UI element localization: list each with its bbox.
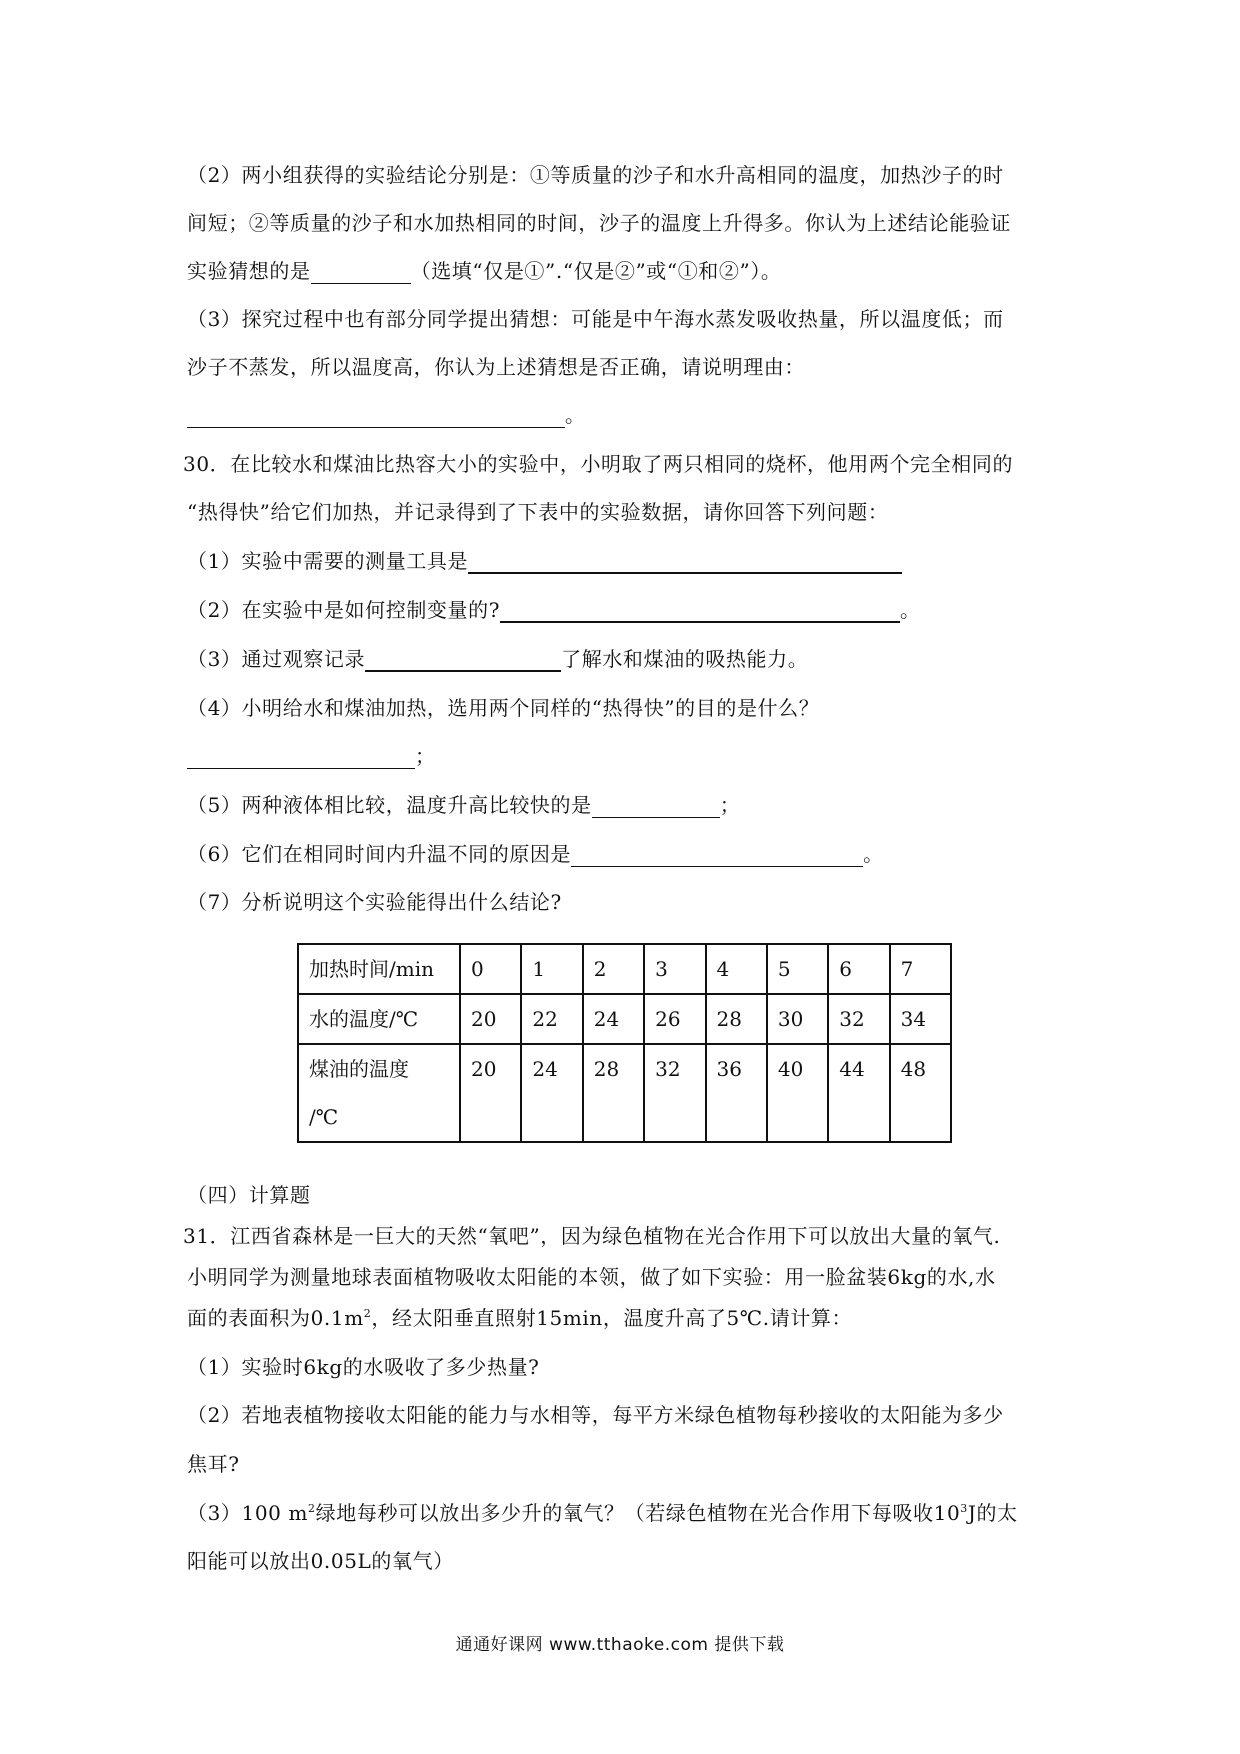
table-cell: 30: [767, 994, 828, 1044]
table-cell: 26: [644, 994, 705, 1044]
q29-part3-end: 。: [565, 403, 586, 427]
q30-sub6-text: （6）它们在相同时间内升温不同的原因是: [187, 842, 572, 866]
q29-answer-blank[interactable]: [311, 259, 411, 284]
q31-stem-line3-b: ，经太阳垂直照射15min，温度升高了5℃.请计算：: [371, 1306, 853, 1330]
q30-sub5-text: （5）两种液体相比较，温度升高比较快的是: [187, 793, 592, 817]
table-row-header: 水的温度/℃: [298, 994, 460, 1044]
table-cell: 7: [890, 944, 951, 994]
q31-stem-sup: 2: [363, 1307, 372, 1320]
table-cell: 1: [521, 944, 582, 994]
table-cell: 0: [460, 944, 521, 994]
q29-part2-line3: [187, 256, 782, 286]
table-cell: 3: [644, 944, 705, 994]
q29-part3-line2: 沙子不蒸发，所以温度高，你认为上述猜想是否正确，请说明理由：: [187, 355, 805, 379]
q30-sub5-end: ；: [719, 793, 741, 817]
data-table: [297, 943, 952, 1143]
q31-sub3-b: 绿地每秒可以放出多少升的氧气？（若绿色植物在光合作用下每吸收10: [315, 1501, 961, 1525]
q29-reason-blank[interactable]: [187, 403, 565, 428]
q30-sub6-end: 。: [863, 842, 884, 866]
q30-sub7: （7）分析说明这个实验能得出什么结论?: [187, 890, 562, 914]
table-cell: 2: [583, 944, 644, 994]
table-cell: 28: [583, 1044, 644, 1142]
q30-sub2: [187, 595, 921, 625]
q30-sub1-blank[interactable]: [468, 548, 902, 574]
table-row: [298, 1044, 951, 1142]
q30-sub4-blank[interactable]: [187, 744, 415, 769]
table-cell: 20: [460, 994, 521, 1044]
table-row-header: [298, 1044, 460, 1142]
q31-sub2-line1: （2）若地表植物接收太阳能的能力与水相等，每平方米绿色植物每秒接收的太阳能为多少: [187, 1403, 1004, 1427]
section-heading: （四）计算题: [187, 1183, 311, 1207]
q30-sub3-suffix: 了解水和煤油的吸热能力。: [561, 647, 809, 671]
page-footer: 通通好课网 www.tthaoke.com 提供下载: [455, 1635, 785, 1655]
q29-part2-line2: 间短；②等质量的沙子和水加热相同的时间，沙子的温度上升得多。你认为上述结论能验证: [187, 211, 1011, 235]
q31-sub2-line2: 焦耳?: [187, 1452, 240, 1476]
q31-sub3-sup1: 2: [308, 1502, 316, 1515]
table-cell: 4: [706, 944, 767, 994]
table-cell: 48: [890, 1044, 951, 1142]
q29-part3-line1: （3）探究过程中也有部分同学提出猜想：可能是中午海水蒸发吸收热量，所以温度低；而: [187, 307, 1004, 331]
table-row: [298, 944, 951, 994]
q30-sub3: [187, 644, 808, 674]
q29-part2-prefix: 实验猜想的是: [187, 259, 311, 283]
q31-stem-line3-a: 面的表面积为0.1m: [187, 1306, 364, 1330]
q30-sub5: [187, 790, 740, 820]
table-row-header: 加热时间/min: [298, 944, 460, 994]
table-cell: 40: [767, 1044, 828, 1142]
q30-sub6-blank[interactable]: [571, 842, 863, 867]
table-cell: 36: [706, 1044, 767, 1142]
q31-sub3-a: （3）100 m: [187, 1501, 309, 1525]
q31-stem-line3: [187, 1303, 852, 1333]
q31-sub1: （1）实验时6kg的水吸收了多少热量?: [187, 1355, 540, 1379]
table-cell: 28: [706, 994, 767, 1044]
q31-sub3-c: J的太: [967, 1501, 1018, 1525]
q29-part2-suffix: （选填“仅是①”.“仅是②”或“①和②”）。: [410, 259, 782, 283]
q31-stem-line2: 小明同学为测量地球表面植物吸收太阳能的本领，做了如下实验：用一脸盆装6kg的水,水: [187, 1265, 996, 1289]
q30-stem-line1: 30．在比较水和煤油比热容大小的实验中，小明取了两只相同的烧杯，他用两个完全相同的: [183, 452, 1014, 476]
table-cell: 5: [767, 944, 828, 994]
q30-sub2-blank[interactable]: [500, 597, 900, 623]
q30-stem-line2: “热得快”给它们加热，并记录得到了下表中的实验数据，请你回答下列问题：: [187, 500, 889, 524]
table-cell: 32: [828, 994, 889, 1044]
q29-part3-line3: [187, 400, 586, 430]
table-cell: 24: [583, 994, 644, 1044]
q29-part2-line1: （2）两小组获得的实验结论分别是：①等质量的沙子和水升高相同的温度，加热沙子的时: [187, 163, 1004, 187]
q31-sub3-sup2: 3: [960, 1502, 968, 1515]
table-cell: 6: [828, 944, 889, 994]
q31-stem-line1: 31．江西省森林是一巨大的天然“氧吧”，因为绿色植物在光合作用下可以放出大量的氧气.: [183, 1224, 1001, 1248]
table-row-header-line2: /℃: [309, 1105, 339, 1129]
table-row-header-line1: 煤油的温度: [309, 1057, 409, 1081]
q30-sub6: [187, 839, 884, 869]
table-cell: 44: [828, 1044, 889, 1142]
q30-sub3-text: （3）通过观察记录: [187, 647, 366, 671]
table-cell: 20: [460, 1044, 521, 1142]
q30-sub4-answer: [187, 741, 436, 771]
q30-sub4: （4）小明给水和煤油加热，选用两个同样的“热得快”的目的是什么？: [187, 696, 820, 720]
q30-sub1: [187, 546, 902, 576]
table-cell: 34: [890, 994, 951, 1044]
q30-sub5-blank[interactable]: [592, 793, 720, 818]
q30-sub1-text: （1）实验中需要的测量工具是: [187, 549, 469, 573]
q30-sub4-end: ；: [415, 744, 436, 768]
table-cell: 24: [521, 1044, 582, 1142]
q30-sub2-text: （2）在实验中是如何控制变量的?: [187, 598, 501, 622]
q30-sub3-blank[interactable]: [365, 646, 561, 672]
q31-sub3-line2: 阳能可以放出0.05L的氧气）: [187, 1549, 454, 1573]
q31-sub3-line1: [187, 1498, 1018, 1528]
table-cell: 22: [521, 994, 582, 1044]
q30-sub2-end: 。: [900, 598, 921, 622]
table-row: [298, 994, 951, 1044]
table-cell: 32: [644, 1044, 705, 1142]
